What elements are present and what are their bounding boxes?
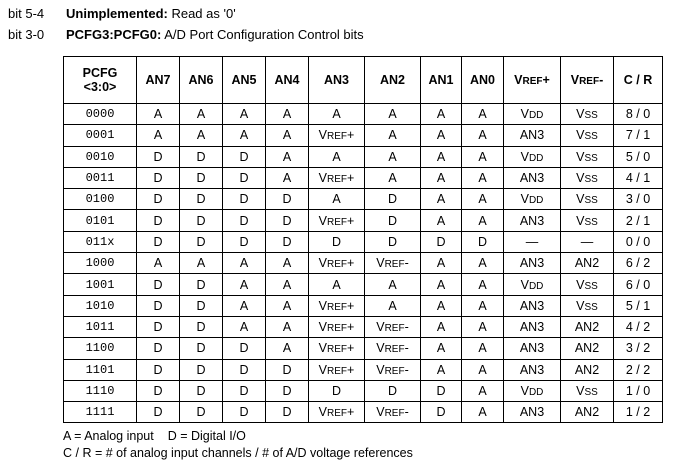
table-cell: A — [266, 274, 309, 295]
table-cell: A — [421, 167, 462, 188]
table-cell: A — [223, 125, 266, 146]
table-cell: D — [180, 210, 223, 231]
table-cell: D — [365, 189, 421, 210]
table-row — [64, 402, 663, 423]
table-cell: A — [462, 104, 504, 125]
table-cell: D — [266, 402, 309, 423]
table-cell: D — [137, 146, 180, 167]
table-cell: A — [421, 104, 462, 125]
table-cell: D — [223, 210, 266, 231]
table-cell: D — [180, 167, 223, 188]
table-cell: VREF+ — [309, 359, 365, 380]
header-an5: AN5 — [223, 57, 266, 104]
table-cell: A — [309, 104, 365, 125]
table-cell: D — [365, 231, 421, 252]
table-row — [64, 104, 663, 125]
pcfg-value-cell: 1100 — [64, 338, 137, 359]
table-cell: VREF- — [365, 253, 421, 274]
table-cell: VDD — [504, 189, 561, 210]
table-cell: D — [223, 402, 266, 423]
table-cell: A — [462, 316, 504, 337]
table-cell: 5 / 1 — [614, 295, 663, 316]
table-cell: 2 / 1 — [614, 210, 663, 231]
table-cell: A — [421, 316, 462, 337]
table-cell: A — [365, 125, 421, 146]
table-cell: AN3 — [504, 295, 561, 316]
table-cell: VDD — [504, 104, 561, 125]
table-cell: A — [180, 104, 223, 125]
table-cell: D — [180, 359, 223, 380]
table-cell: D — [309, 231, 365, 252]
table-cell: A — [421, 253, 462, 274]
table-cell: D — [180, 316, 223, 337]
table-row — [64, 253, 663, 274]
table-cell: A — [137, 253, 180, 274]
table-cell: D — [180, 338, 223, 359]
table-cell: A — [462, 274, 504, 295]
table-cell: VSS — [561, 295, 614, 316]
bit-3-0-label: bit 3-0 — [8, 27, 45, 42]
table-row — [64, 167, 663, 188]
table-cell: VSS — [561, 125, 614, 146]
table-cell: 3 / 2 — [614, 338, 663, 359]
table-cell: D — [137, 274, 180, 295]
table-cell: A — [266, 125, 309, 146]
table-cell: D — [223, 189, 266, 210]
table-cell: D — [223, 146, 266, 167]
header-an0: AN0 — [462, 57, 504, 104]
header-an4: AN4 — [266, 57, 309, 104]
legend-digital: D = Digital I/O — [167, 429, 246, 443]
table-cell: D — [421, 231, 462, 252]
table-cell: VREF- — [365, 338, 421, 359]
table-cell: A — [365, 295, 421, 316]
table-cell: VSS — [561, 189, 614, 210]
table-cell: 4 / 2 — [614, 316, 663, 337]
table-cell: A — [137, 125, 180, 146]
table-cell: D — [365, 210, 421, 231]
table-row — [64, 316, 663, 337]
table-cell: D — [137, 316, 180, 337]
table-row — [64, 359, 663, 380]
bit-3-0-name: PCFG3:PCFG0: — [66, 27, 162, 42]
table-cell: A — [266, 253, 309, 274]
table-cell: D — [266, 380, 309, 401]
table-cell: A — [462, 253, 504, 274]
table-cell: VREF+ — [309, 210, 365, 231]
table-cell: D — [180, 380, 223, 401]
bit-3-0-text: A/D Port Configuration Control bits — [161, 27, 364, 42]
table-cell: A — [462, 402, 504, 423]
table-cell: VREF+ — [309, 316, 365, 337]
table-cell: D — [137, 402, 180, 423]
table-cell: AN2 — [561, 316, 614, 337]
table-cell: D — [137, 338, 180, 359]
table-cell: D — [462, 231, 504, 252]
table-cell: VSS — [561, 210, 614, 231]
table-cell: D — [421, 380, 462, 401]
table-cell: A — [421, 274, 462, 295]
table-cell: A — [266, 338, 309, 359]
table-cell: D — [223, 231, 266, 252]
table-cell: D — [137, 359, 180, 380]
table-cell: A — [266, 104, 309, 125]
table-cell: A — [266, 295, 309, 316]
table-cell: VSS — [561, 104, 614, 125]
pcfg-value-cell: 1001 — [64, 274, 137, 295]
header-an2: AN2 — [365, 57, 421, 104]
header-an6: AN6 — [180, 57, 223, 104]
pcfg-value-cell: 0101 — [64, 210, 137, 231]
table-cell: VREF+ — [309, 338, 365, 359]
table-cell: A — [462, 146, 504, 167]
table-cell: 0 / 0 — [614, 231, 663, 252]
table-cell: A — [462, 189, 504, 210]
table-cell: AN2 — [561, 402, 614, 423]
table-cell: A — [421, 189, 462, 210]
pcfg-value-cell: 1000 — [64, 253, 137, 274]
table-cell: D — [223, 380, 266, 401]
table-cell: A — [180, 253, 223, 274]
table-cell: 4 / 1 — [614, 167, 663, 188]
table-cell: VSS — [561, 167, 614, 188]
table-row — [64, 274, 663, 295]
header-pcfg: PCFG <3:0> — [64, 57, 137, 104]
table-cell: AN2 — [561, 359, 614, 380]
table-cell: VSS — [561, 146, 614, 167]
table-cell: D — [223, 359, 266, 380]
table-cell: AN3 — [504, 167, 561, 188]
table-cell: 7 / 1 — [614, 125, 663, 146]
table-cell: 5 / 0 — [614, 146, 663, 167]
table-cell: D — [137, 210, 180, 231]
table-cell: A — [462, 295, 504, 316]
table-row — [64, 210, 663, 231]
table-cell: VREF+ — [309, 295, 365, 316]
table-cell: AN3 — [504, 316, 561, 337]
table-cell: A — [421, 146, 462, 167]
pcfg-value-cell: 1011 — [64, 316, 137, 337]
table-cell: AN3 — [504, 253, 561, 274]
table-cell: A — [421, 359, 462, 380]
table-cell: VSS — [561, 274, 614, 295]
table-cell: D — [421, 402, 462, 423]
table-cell: D — [309, 380, 365, 401]
pcfg-configuration-table — [63, 56, 663, 423]
table-cell: D — [180, 295, 223, 316]
legend-line — [63, 429, 246, 443]
table-cell: A — [462, 359, 504, 380]
table-cell: D — [180, 231, 223, 252]
table-row — [64, 380, 663, 401]
table-cell: AN3 — [504, 210, 561, 231]
table-row — [64, 125, 663, 146]
table-cell: D — [137, 380, 180, 401]
table-cell: AN3 — [504, 402, 561, 423]
table-cell: A — [223, 295, 266, 316]
table-cell: AN3 — [504, 359, 561, 380]
pcfg-value-cell: 1111 — [64, 402, 137, 423]
table-cell: A — [462, 210, 504, 231]
table-cell: D — [365, 380, 421, 401]
table-cell: VDD — [504, 380, 561, 401]
table-cell: VREF+ — [309, 402, 365, 423]
table-cell: D — [180, 146, 223, 167]
table-cell: A — [180, 125, 223, 146]
pcfg-value-cell: 0100 — [64, 189, 137, 210]
header-vref-minus: VREF- — [561, 57, 614, 104]
pcfg-value-cell: 0000 — [64, 104, 137, 125]
table-cell: VREF- — [365, 316, 421, 337]
table-row — [64, 146, 663, 167]
table-cell: VDD — [504, 274, 561, 295]
table-cell: D — [266, 231, 309, 252]
table-cell: D — [266, 210, 309, 231]
table-row — [64, 295, 663, 316]
table-cell: A — [421, 338, 462, 359]
table-header-row — [64, 57, 663, 104]
table-cell: A — [309, 189, 365, 210]
table-cell: A — [223, 316, 266, 337]
pcfg-value-cell: 0011 — [64, 167, 137, 188]
bit-5-4-text: Read as '0' — [167, 6, 236, 21]
table-cell: A — [365, 104, 421, 125]
table-cell: VDD — [504, 146, 561, 167]
table-row — [64, 189, 663, 210]
table-cell: D — [180, 402, 223, 423]
table-cell: 3 / 0 — [614, 189, 663, 210]
pcfg-value-cell: 0010 — [64, 146, 137, 167]
bit-5-4-name: Unimplemented: — [66, 6, 168, 21]
table-cell: A — [266, 316, 309, 337]
table-cell: VREF+ — [309, 125, 365, 146]
table-cell: VREF+ — [309, 167, 365, 188]
table-cell: 8 / 0 — [614, 104, 663, 125]
pcfg-value-cell: 1110 — [64, 380, 137, 401]
table-row — [64, 231, 663, 252]
table-cell: A — [421, 125, 462, 146]
table-cell: 6 / 0 — [614, 274, 663, 295]
table-cell: A — [462, 125, 504, 146]
table-cell: — — [504, 231, 561, 252]
table-cell: A — [266, 167, 309, 188]
bit-5-4-label: bit 5-4 — [8, 6, 45, 21]
table-cell: A — [309, 146, 365, 167]
table-cell: AN3 — [504, 125, 561, 146]
header-an3: AN3 — [309, 57, 365, 104]
table-cell: A — [266, 146, 309, 167]
table-cell: 2 / 2 — [614, 359, 663, 380]
table-cell: AN2 — [561, 253, 614, 274]
table-cell: D — [266, 189, 309, 210]
table-cell: A — [462, 338, 504, 359]
table-cell: D — [137, 231, 180, 252]
table-cell: 1 / 0 — [614, 380, 663, 401]
table-cell: VREF- — [365, 402, 421, 423]
table-cell: VREF- — [365, 359, 421, 380]
header-vref-plus: VREF+ — [504, 57, 561, 104]
table-cell: — — [561, 231, 614, 252]
table-cell: A — [137, 104, 180, 125]
table-cell: AN2 — [561, 338, 614, 359]
table-cell: VSS — [561, 380, 614, 401]
table-cell: D — [180, 274, 223, 295]
table-cell: D — [223, 338, 266, 359]
pcfg-value-cell: 0001 — [64, 125, 137, 146]
header-an7: AN7 — [137, 57, 180, 104]
table-cell: D — [180, 189, 223, 210]
table-cell: A — [223, 104, 266, 125]
pcfg-value-cell: 1010 — [64, 295, 137, 316]
pcfg-value-cell: 1101 — [64, 359, 137, 380]
table-cell: A — [223, 253, 266, 274]
table-cell: VREF+ — [309, 253, 365, 274]
header-channels-refs: C / R — [614, 57, 663, 104]
table-cell: D — [137, 167, 180, 188]
table-cell: A — [462, 380, 504, 401]
legend-channels-refs: C / R = # of analog input channels / # of A/D voltage references — [63, 446, 413, 460]
legend-analog: A = Analog input — [63, 429, 154, 443]
header-an1: AN1 — [421, 57, 462, 104]
table-row — [64, 338, 663, 359]
table-cell: A — [421, 295, 462, 316]
table-cell: D — [266, 359, 309, 380]
pcfg-value-cell: 011x — [64, 231, 137, 252]
table-cell: 6 / 2 — [614, 253, 663, 274]
table-cell: D — [137, 295, 180, 316]
table-cell: A — [309, 274, 365, 295]
table-cell: A — [365, 167, 421, 188]
table-cell: D — [137, 189, 180, 210]
table-cell: A — [462, 167, 504, 188]
table-cell: A — [365, 146, 421, 167]
bit-3-0-description — [8, 27, 364, 42]
table-cell: A — [421, 210, 462, 231]
table-cell: A — [223, 274, 266, 295]
table-cell: A — [365, 274, 421, 295]
table-cell: AN3 — [504, 338, 561, 359]
table-cell: D — [223, 167, 266, 188]
table-cell: 1 / 2 — [614, 402, 663, 423]
bit-5-4-description — [8, 6, 236, 21]
